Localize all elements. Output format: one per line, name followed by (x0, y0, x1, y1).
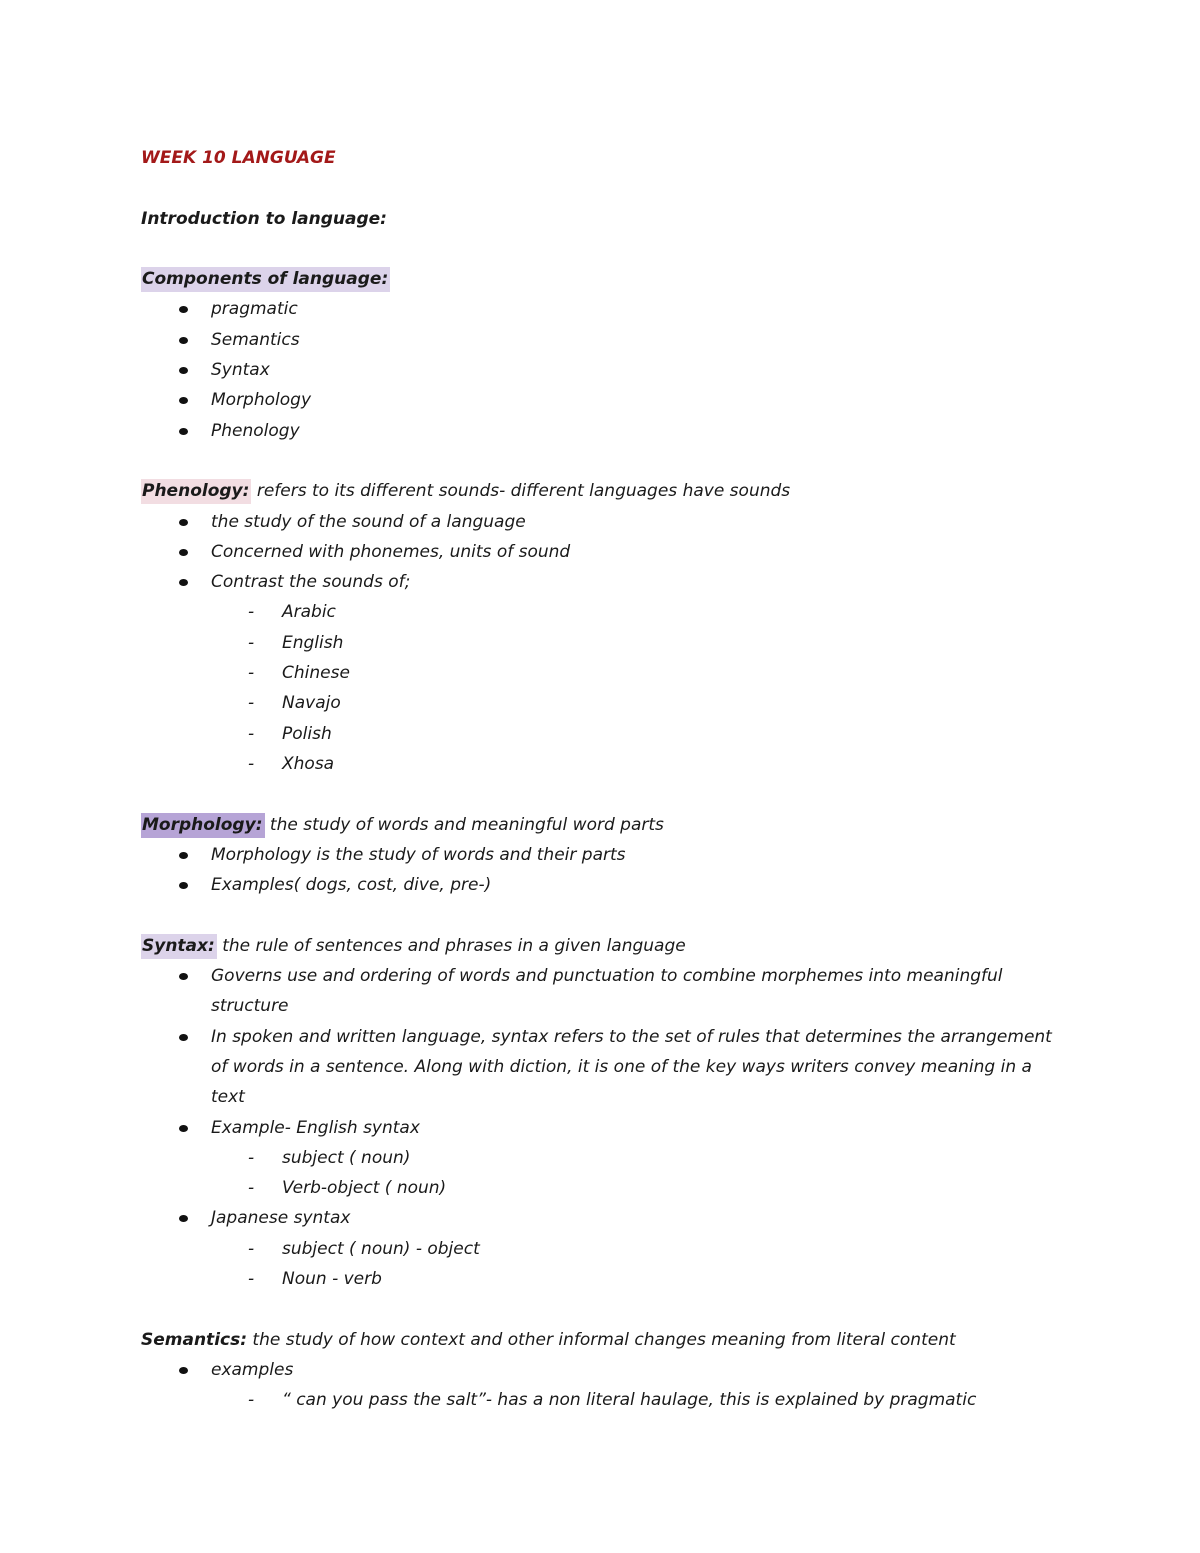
bullet-icon (179, 973, 188, 980)
bullet-icon (179, 367, 188, 374)
list-item: examples (141, 1355, 1061, 1385)
dash-icon: - (248, 663, 255, 684)
list-item: Morphology (141, 385, 1061, 415)
sub-list-item: - Polish (141, 719, 1061, 749)
sub-list-item: - English (141, 628, 1061, 658)
sub-list-item: - Chinese (141, 658, 1061, 688)
list-item: Japanese syntax (141, 1203, 1061, 1233)
list-item: Contrast the sounds of; (141, 567, 1061, 597)
bullet-icon (179, 337, 188, 344)
morphology-term: Morphology: (141, 813, 265, 838)
list-item: Syntax (141, 355, 1061, 385)
dash-icon: - (248, 693, 255, 714)
dash-icon: - (248, 1178, 255, 1199)
dash-icon: - (248, 723, 255, 744)
dash-icon: - (248, 1147, 255, 1168)
bullet-icon (179, 428, 188, 435)
bullet-icon (179, 882, 188, 889)
list-item: Examples( dogs, cost, dive, pre-) (141, 870, 1061, 900)
list-item: In spoken and written language, syntax refers to the set of rules that determines the arrangement of words in a sentence. Along with diction, it is one of the key ways writers convey meaning in a text (141, 1022, 1061, 1113)
bullet-icon (179, 1034, 188, 1041)
dash-icon: - (248, 1268, 255, 1289)
sub-list-item: - Arabic (141, 597, 1061, 627)
sub-list-item: - Verb-object ( noun) (141, 1173, 1061, 1203)
list-item: the study of the sound of a language (141, 507, 1061, 537)
intro-heading: Introduction to language: (141, 208, 387, 229)
syntax-definition: Syntax: the rule of sentences and phrases in a given language (141, 931, 1061, 961)
bullet-icon (179, 852, 188, 859)
list-item: pragmatic (141, 294, 1061, 324)
sub-list-item: - Noun - verb (141, 1264, 1061, 1294)
bullet-icon (179, 1367, 188, 1374)
bullet-icon (179, 549, 188, 556)
list-item: Semantics (141, 325, 1061, 355)
list-item: Concerned with phonemes, units of sound (141, 537, 1061, 567)
sub-list-item: - Xhosa (141, 749, 1061, 779)
bullet-icon (179, 1125, 188, 1132)
bullet-icon (179, 306, 188, 313)
sub-list-item: - Navajo (141, 688, 1061, 718)
bullet-icon (179, 519, 188, 526)
dash-icon: - (248, 753, 255, 774)
semantics-definition: Semantics: the study of how context and other informal changes meaning from literal content (141, 1329, 956, 1350)
components-heading-line (141, 264, 1061, 294)
bullet-icon (179, 397, 188, 404)
list-item: Morphology is the study of words and their parts (141, 840, 1061, 870)
syntax-term: Syntax: (141, 934, 217, 959)
sub-list-item: - subject ( noun) (141, 1143, 1061, 1173)
phenology-term: Phenology: (141, 479, 251, 504)
dash-icon: - (248, 1390, 255, 1411)
bullet-icon (179, 1215, 188, 1222)
phenology-definition: Phenology: refers to its different sounds- different languages have sounds (141, 476, 1061, 506)
dash-icon: - (248, 1238, 255, 1259)
sub-list-item: - “ can you pass the salt”- has a non literal haulage, this is explained by pragmatic (141, 1385, 1061, 1415)
components-heading: Components of language: (141, 267, 390, 292)
list-item: Governs use and ordering of words and punctuation to combine morphemes into meaningful structure (141, 961, 1061, 1022)
document-page (141, 143, 1061, 1415)
dash-icon: - (248, 602, 255, 623)
list-item: Example- English syntax (141, 1113, 1061, 1143)
list-item: Phenology (141, 416, 1061, 446)
semantics-term: Semantics: (141, 1329, 248, 1350)
bullet-icon (179, 579, 188, 586)
sub-list-item: - subject ( noun) - object (141, 1234, 1061, 1264)
document-title: WEEK 10 LANGUAGE (141, 148, 336, 168)
morphology-definition: Morphology: the study of words and meaningful word parts (141, 810, 1061, 840)
dash-icon: - (248, 632, 255, 653)
